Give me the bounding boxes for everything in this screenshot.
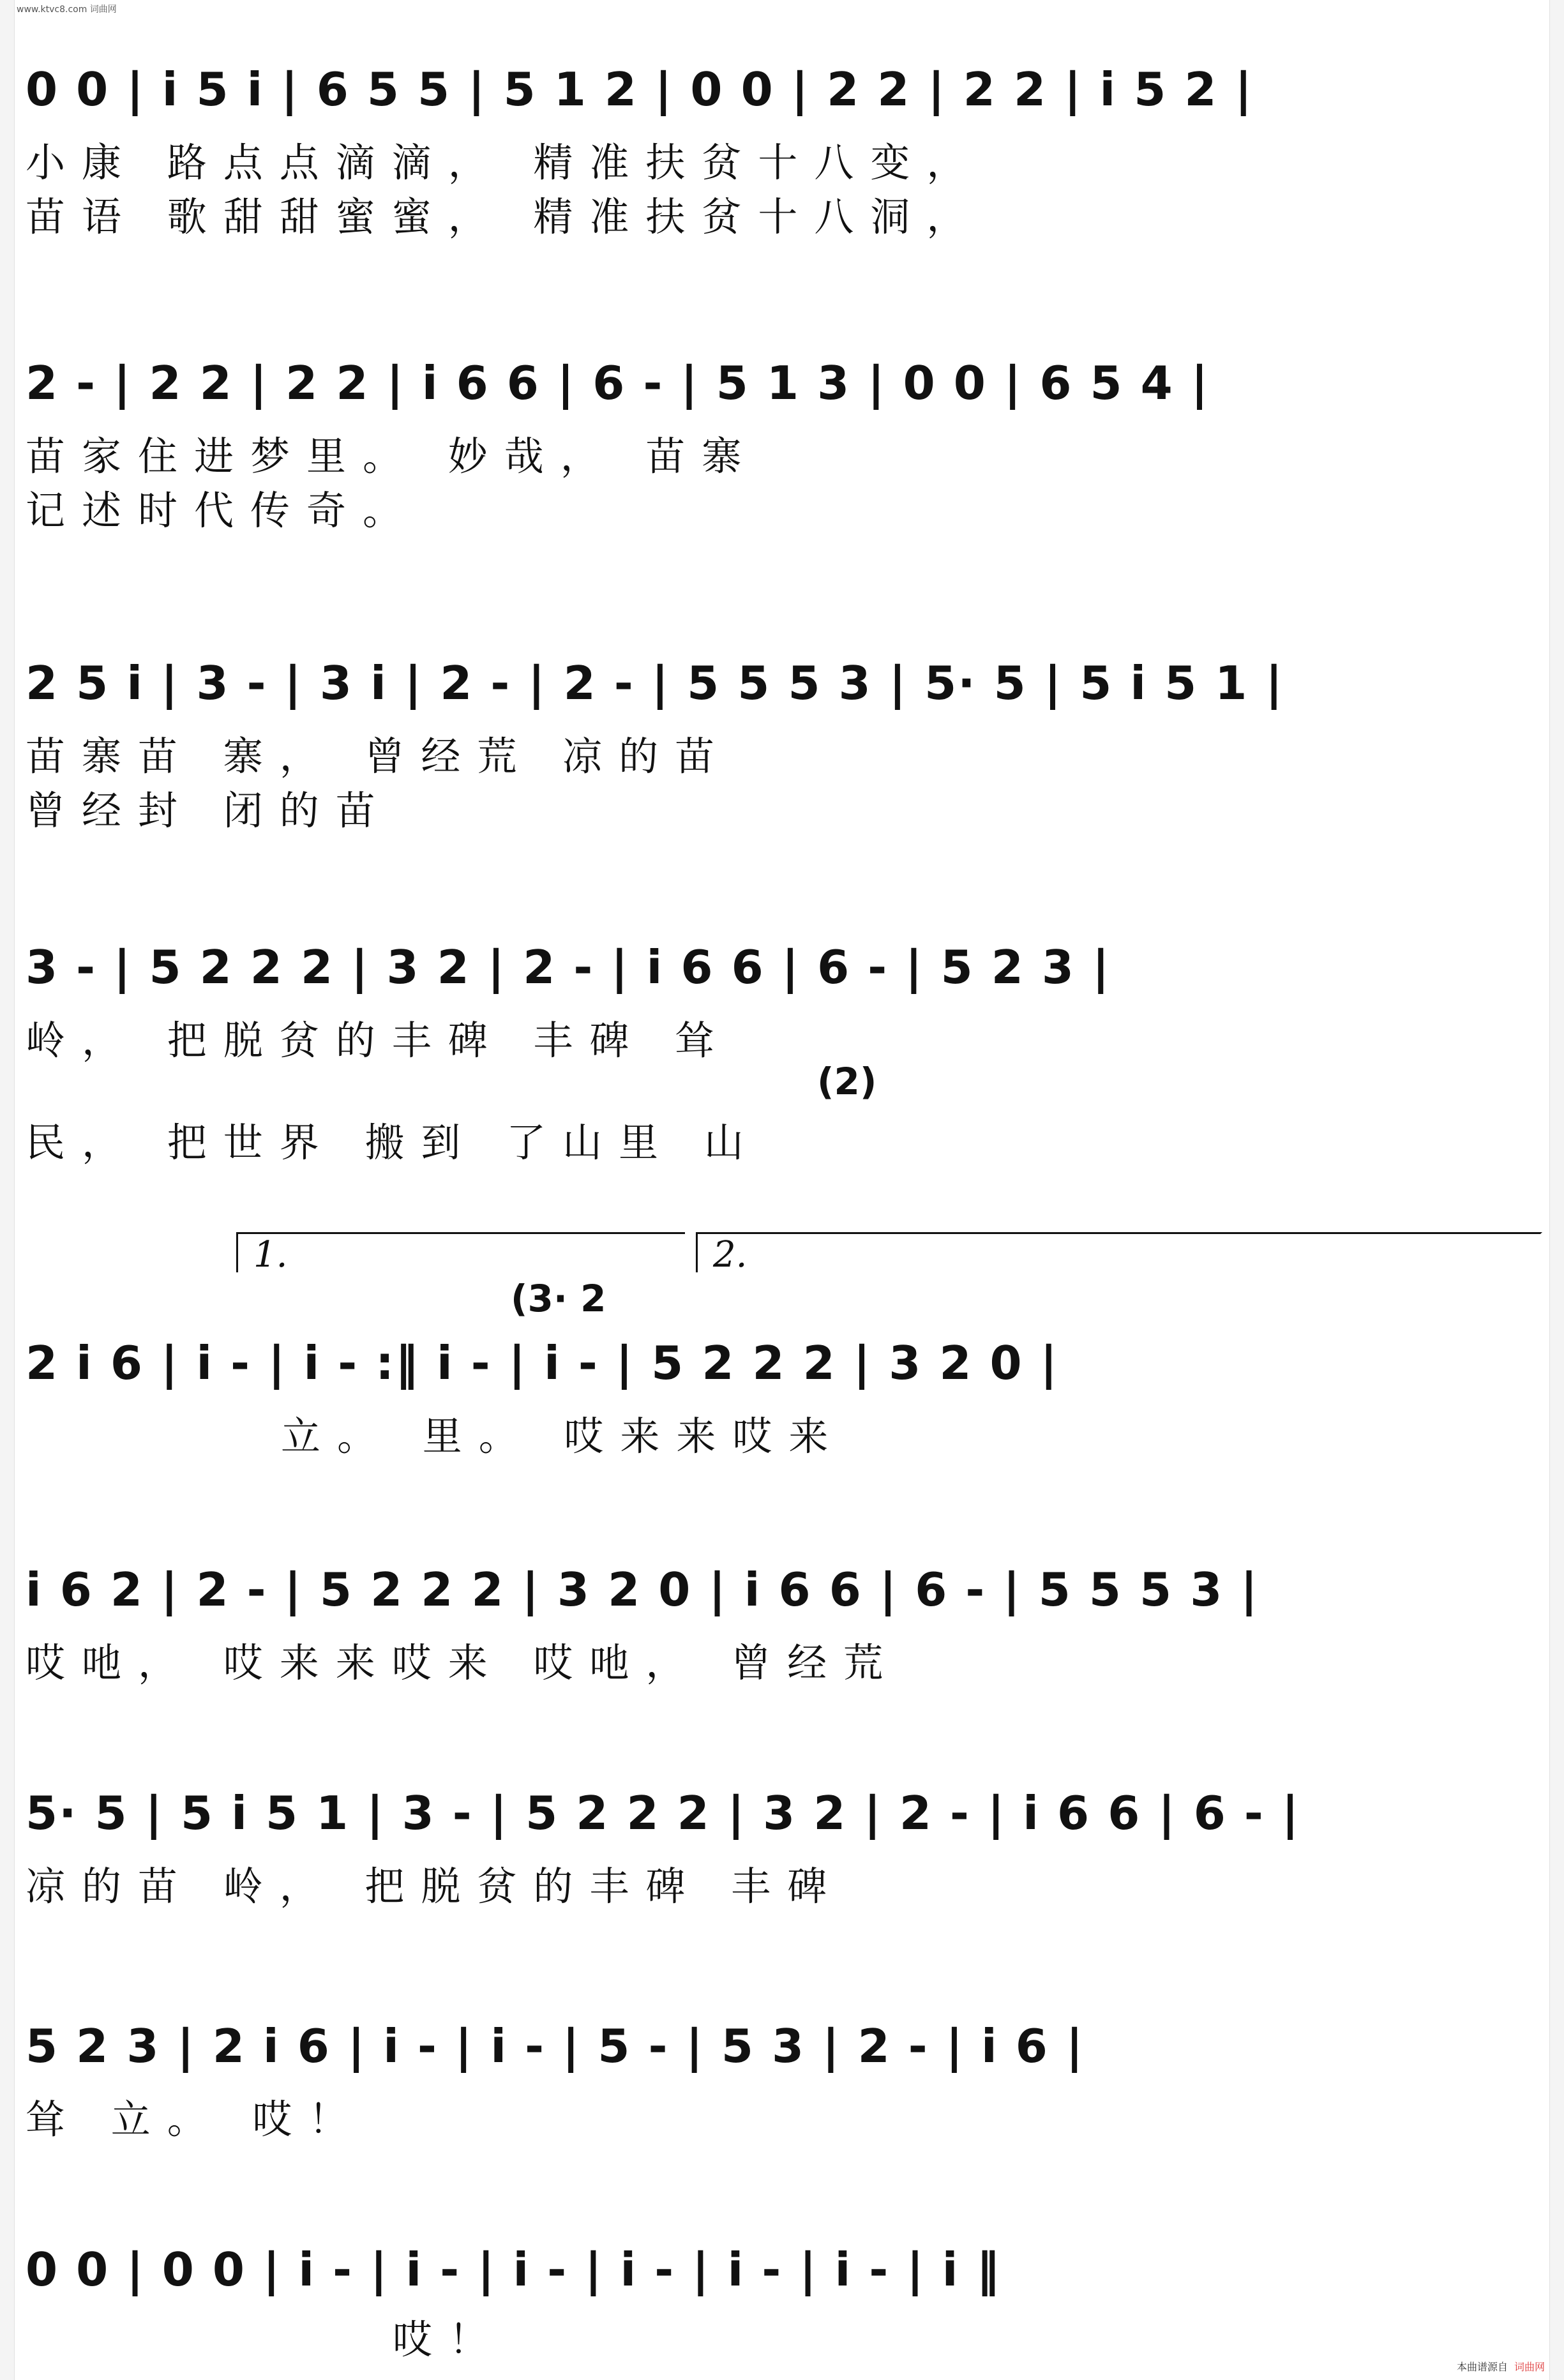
notation-line: 5 2 3 | 2 i 6 | i - | i - | 5 - | 5 3 | 2 - | i 6 | [26,2019,1085,2073]
lyric-verse-1: 岭， 把脱贫的丰碑 丰碑 耸 [26,1017,732,1064]
lyric-verse-1: 凉的苗 岭， 把脱贫的丰碑 丰碑 [26,1863,844,1909]
watermark-bottom: 本曲谱源自 词曲网 [1456,2361,1545,2373]
notation-line: 2 5 i | 3 - | 3 i | 2 - | 2 - | 5 5 5 3 | 5· 5 | 5 i 5 1 | [26,656,1284,710]
lyric-verse-1: 耸 立。 哎！ [26,2096,365,2143]
notation-line: 0 0 | i 5 i | 6 5 5 | 5 1 2 | 0 0 | 2 2 | 2 2 | i 5 2 | [26,63,1253,116]
paren-note-annotation: (2) [817,1060,877,1103]
left-margin-strip [0,0,15,2380]
notation-line: 2 - | 2 2 | 2 2 | i 6 6 | 6 - | 5 1 3 | 0 0 | 6 5 4 | [26,356,1210,410]
right-margin-strip [1549,0,1564,2380]
paren-note-annotation-2: (3· 2 [511,1277,606,1320]
notation-line: 2 i 6 | i - | i - :‖ i - | i - | 5 2 2 2 | 3 2 0 | [26,1336,1058,1390]
lyric-verse-1: 哎吔， 哎来来哎来 哎吔， 曾经荒 [26,1639,900,1686]
lyric-verse-2: 苗语 歌甜甜蜜蜜， 精准扶贫十八洞， [26,193,983,240]
lyric-verse-1: 小康 路点点滴滴， 精准扶贫十八变， [26,139,983,186]
volta-second-ending: 2. [696,1232,1542,1272]
lyric-verse-2: 民， 把世界 搬到 了山里 山 [26,1119,760,1166]
notation-line: 0 0 | 0 0 | i - | i - | i - | i - | i - | i - | i ‖ [26,2243,1001,2296]
lyric-verse-1: 苗寨苗 寨， 曾经荒 凉的苗 [26,733,732,780]
notation-line: 3 - | 5 2 2 2 | 3 2 | 2 - | i 6 6 | 6 - | 5 2 3 | [26,940,1111,994]
lyric-verse-2: 曾经封 闭的苗 [26,787,392,834]
lyric-verse-2: 记述时代传奇。 [26,487,419,534]
notation-line: 5· 5 | 5 i 5 1 | 3 - | 5 2 2 2 | 3 2 | 2 - | i 6 6 | 6 - | [26,1786,1300,1840]
volta-first-ending: 1. [236,1232,685,1272]
lyric-verse-1: 哎！ [393,2316,506,2363]
watermark-brand: 词曲网 [1514,2361,1545,2373]
lyric-verse-1: 苗家住进梦里。 妙哉， 苗寨 [26,433,758,479]
notation-line: i 6 2 | 2 - | 5 2 2 2 | 3 2 0 | i 6 6 | 6 - | 5 5 5 3 | [26,1563,1259,1616]
watermark-top: www.ktvc8.com 词曲网 [17,4,117,15]
lyric-verse-1: 立。 里。 哎来来哎来 [281,1413,845,1459]
